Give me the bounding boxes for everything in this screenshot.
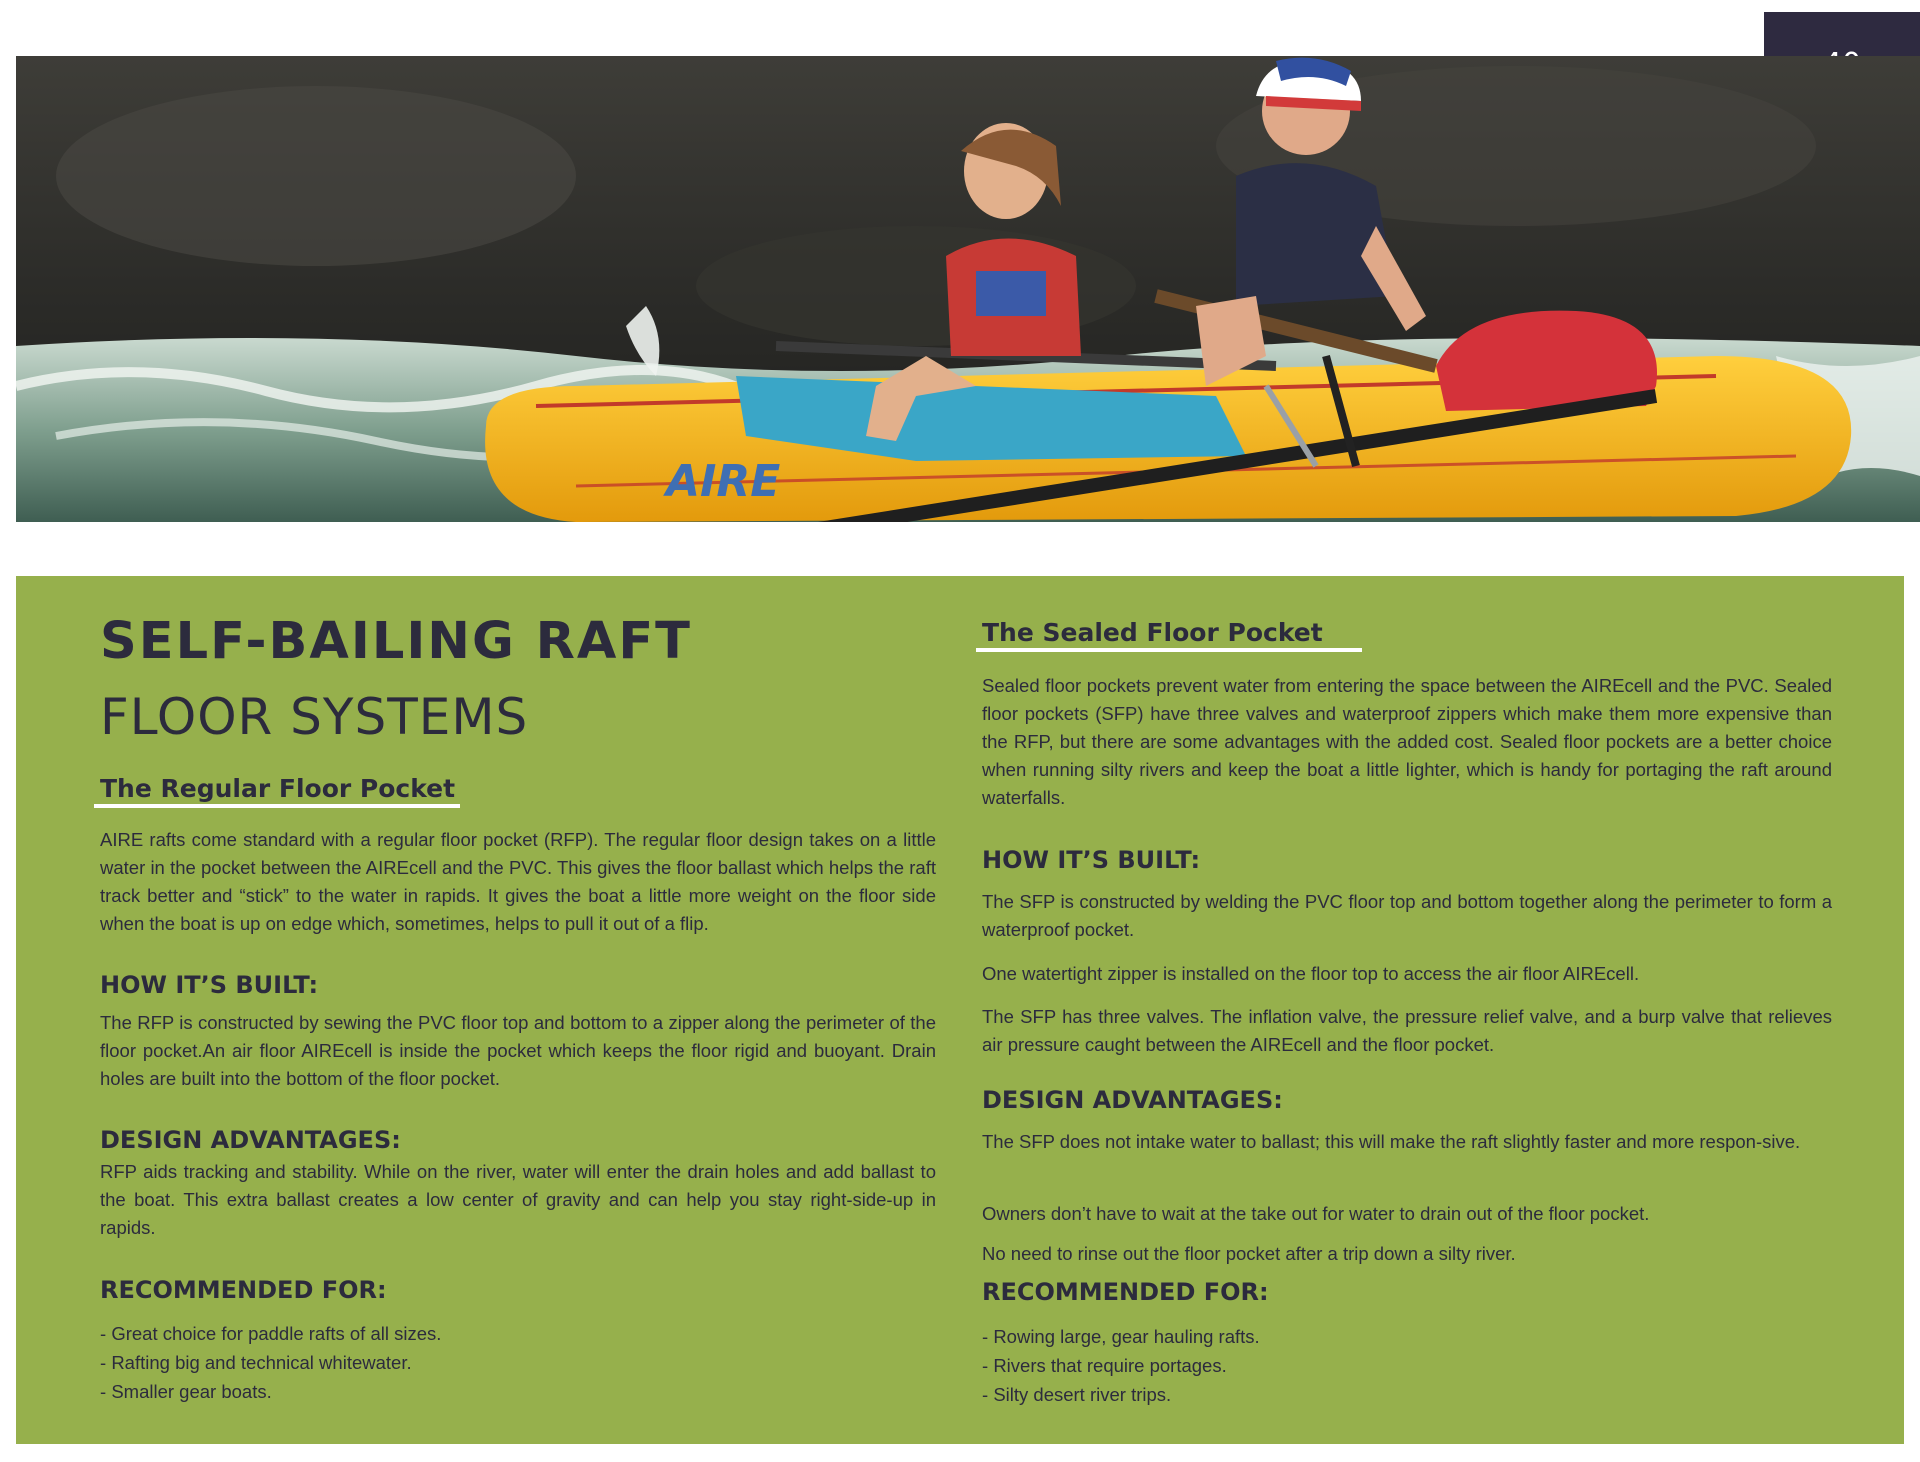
regular-floor-underline xyxy=(94,804,460,808)
sfp-design-heading: DESIGN ADVANTAGES: xyxy=(982,1086,1283,1114)
regular-floor-subhead: The Regular Floor Pocket xyxy=(100,774,456,803)
rafting-photo xyxy=(16,56,1920,522)
sfp-how-text-2: One watertight zipper is installed on the floor top to access the air floor AIREcell. xyxy=(982,963,1640,984)
list-item: - Silty desert river trips. xyxy=(982,1380,1260,1409)
sfp-how-heading: HOW IT’S BUILT: xyxy=(982,846,1201,874)
sfp-recommended-heading: RECOMMENDED FOR: xyxy=(982,1278,1269,1306)
sfp-how-text-1: The SFP is constructed by welding the PVC floor top and bottom together along the perimeter to form a waterproof pocket. xyxy=(982,891,1832,940)
list-item: - Rafting big and technical whitewater. xyxy=(100,1348,441,1377)
list-item: - Great choice for paddle rafts of all sizes. xyxy=(100,1319,441,1348)
page-title: SELF-BAILING RAFT xyxy=(100,612,692,671)
rfp-recommended-list xyxy=(100,1319,441,1406)
list-item: - Rivers that require portages. xyxy=(982,1351,1260,1380)
sealed-floor-intro: Sealed floor pockets prevent water from entering the space between the AIREcell and the PVC. Sealed floor pockets (SFP) have three valves and waterproof zippers which make them more expensive than the RFP, but there are some advantages with the added cost. Sealed floor pockets are a better choice when running silty rivers and keep the boat a little lighter, which is handy for portaging the raft around waterfalls. xyxy=(982,675,1832,808)
sfp-design-text-3: No need to rinse out the floor pocket after a trip down a silty river. xyxy=(982,1243,1516,1264)
sealed-floor-subhead: The Sealed Floor Pocket xyxy=(982,618,1323,647)
sealed-floor-underline xyxy=(976,648,1362,652)
regular-floor-intro: AIRE rafts come standard with a regular floor pocket (RFP). The regular floor design takes on a little water in the pocket between the AIREcell and the PVC. This gives the floor ballast which helps the raft track better and “stick” to the water in rapids. It gives the boat a little more weight on the floor side when the boat is up on edge which, sometimes, helps to pull it out of a flip. xyxy=(100,829,936,934)
sfp-how-text-3: The SFP has three valves. The inflation valve, the pressure relief valve, and a burp valve that relieves air pressure caught between the AIREcell and the floor pocket. xyxy=(982,1006,1832,1055)
list-item: - Smaller gear boats. xyxy=(100,1377,441,1406)
page-subtitle: FLOOR SYSTEMS xyxy=(100,688,529,746)
rfp-design-text: RFP aids tracking and stability. While on the river, water will enter the drain holes and add ballast to the boat. This extra ballast creates a low center of gravity and can help you stay right-side-up in rapids. xyxy=(100,1161,936,1238)
sfp-design-text-2: Owners don’t have to wait at the take out for water to drain out of the floor pocket. xyxy=(982,1203,1650,1224)
rfp-recommended-heading: RECOMMENDED FOR: xyxy=(100,1276,387,1304)
list-item: - Rowing large, gear hauling rafts. xyxy=(982,1322,1260,1351)
aire-logo: AIRE xyxy=(666,456,781,507)
content-panel xyxy=(16,576,1904,1444)
raft-illustration xyxy=(16,56,1920,522)
rfp-how-text: The RFP is constructed by sewing the PVC floor top and bottom to a zipper along the perimeter of the floor pocket.An air floor AIREcell is inside the pocket which keeps the floor rigid and buoyant. Drain holes are built into the bottom of the floor pocket. xyxy=(100,1012,936,1089)
rfp-how-heading: HOW IT’S BUILT: xyxy=(100,971,319,999)
sfp-recommended-list xyxy=(982,1322,1260,1409)
sfp-design-text-1: The SFP does not intake water to ballast; this will make the raft slightly faster and more respon-sive. xyxy=(982,1131,1801,1152)
rfp-design-heading: DESIGN ADVANTAGES: xyxy=(100,1126,401,1154)
